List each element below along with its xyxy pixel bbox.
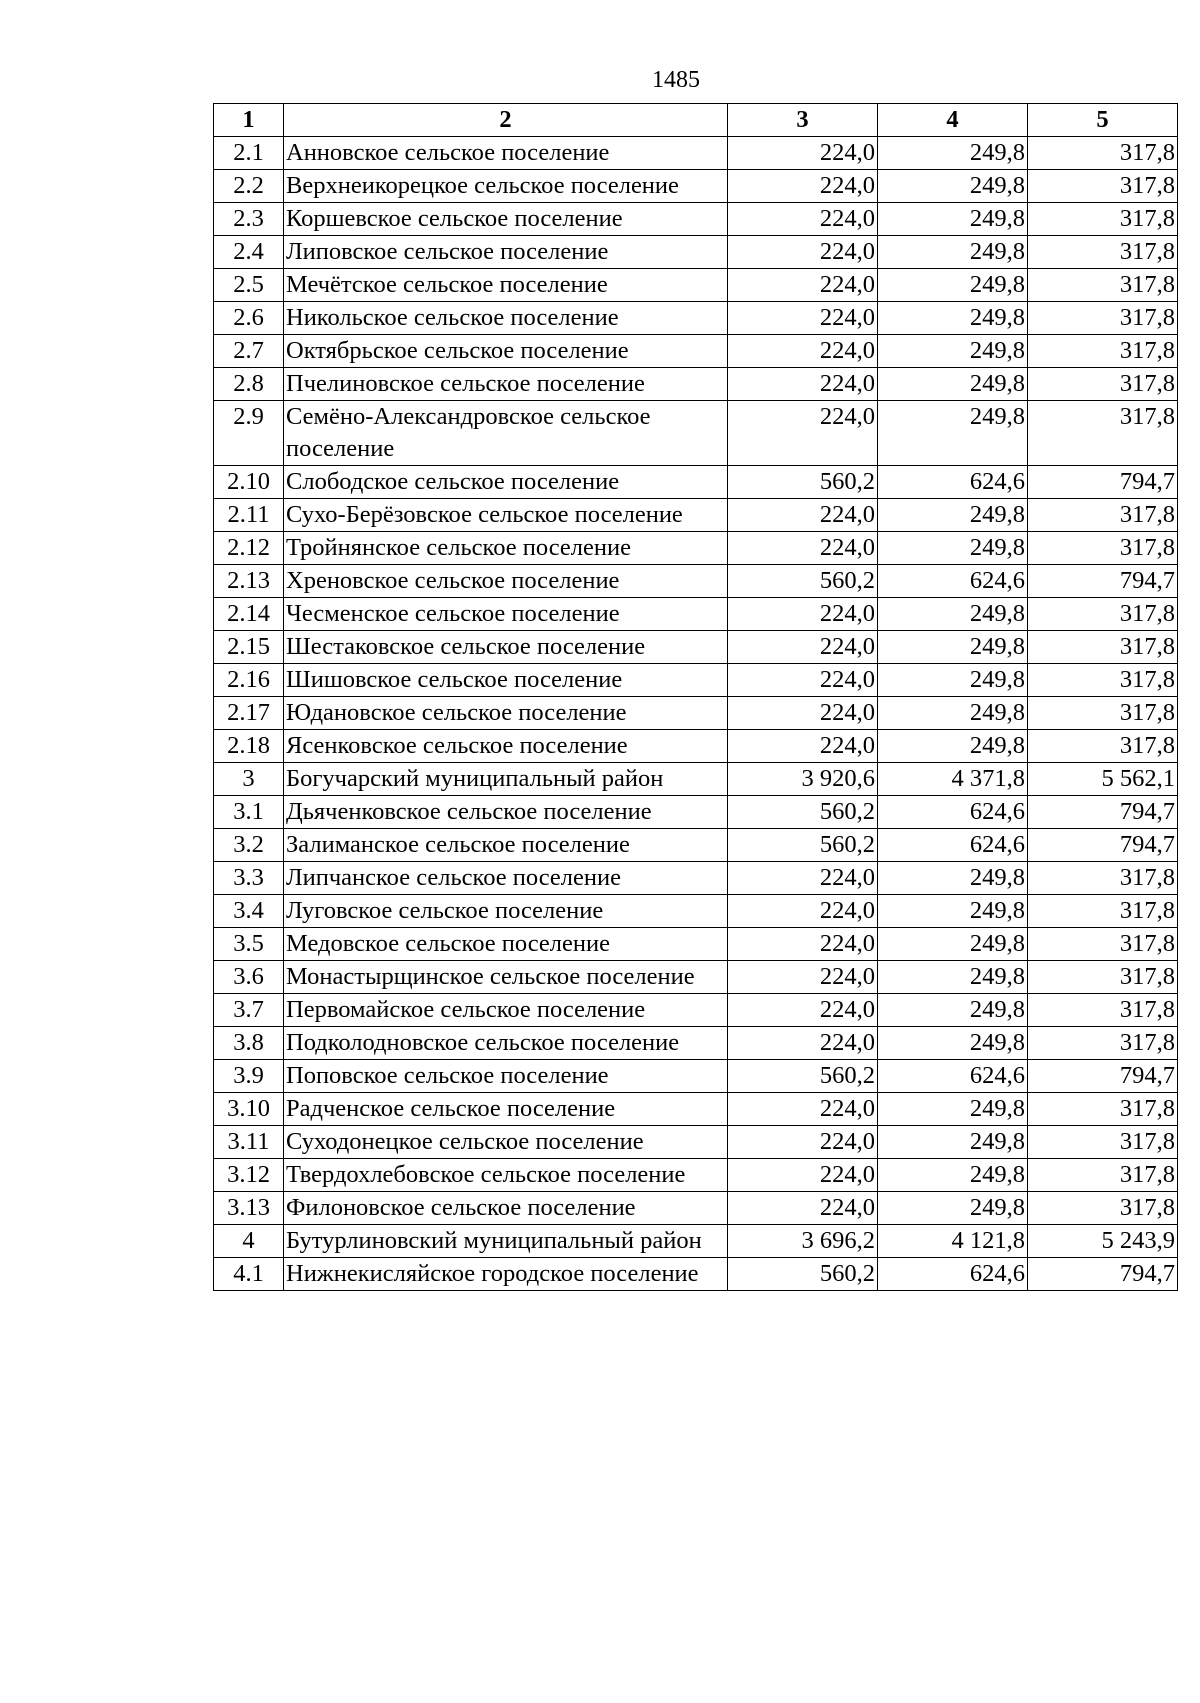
row-value-col5: 317,8 [1028, 1192, 1178, 1225]
table-row [214, 1027, 1178, 1060]
row-value-col5: 317,8 [1028, 401, 1178, 466]
row-value-col4: 249,8 [878, 1192, 1028, 1225]
row-number: 2.13 [214, 565, 284, 598]
row-name: Юдановское сельское поселение [284, 697, 728, 730]
row-number: 3.6 [214, 961, 284, 994]
row-value-col4: 4 371,8 [878, 763, 1028, 796]
row-number: 2.5 [214, 269, 284, 302]
row-name: Пчелиновское сельское поселение [284, 368, 728, 401]
row-value-col3: 560,2 [728, 796, 878, 829]
page-number: 1485 [652, 67, 700, 93]
row-name: Шишовское сельское поселение [284, 664, 728, 697]
row-value-col3: 224,0 [728, 499, 878, 532]
table-row [214, 1093, 1178, 1126]
row-value-col3: 560,2 [728, 1060, 878, 1093]
row-value-col4: 249,8 [878, 928, 1028, 961]
table-row [214, 796, 1178, 829]
row-value-col5: 317,8 [1028, 631, 1178, 664]
row-name: Твердохлебовское сельское поселение [284, 1159, 728, 1192]
row-value-col4: 249,8 [878, 1159, 1028, 1192]
row-value-col4: 249,8 [878, 1027, 1028, 1060]
row-name: Луговское сельское поселение [284, 895, 728, 928]
header-col-3: 3 [728, 104, 878, 137]
row-value-col5: 317,8 [1028, 269, 1178, 302]
row-value-col4: 624,6 [878, 565, 1028, 598]
row-value-col5: 794,7 [1028, 1060, 1178, 1093]
row-value-col3: 224,0 [728, 1027, 878, 1060]
row-value-col3: 224,0 [728, 730, 878, 763]
row-value-col3: 224,0 [728, 1192, 878, 1225]
table-row [214, 466, 1178, 499]
row-name: Коршевское сельское поселение [284, 203, 728, 236]
row-value-col5: 317,8 [1028, 236, 1178, 269]
row-value-col4: 249,8 [878, 730, 1028, 763]
row-value-col4: 4 121,8 [878, 1225, 1028, 1258]
row-value-col3: 224,0 [728, 994, 878, 1027]
row-value-col4: 249,8 [878, 137, 1028, 170]
header-col-4: 4 [878, 104, 1028, 137]
table-row [214, 401, 1178, 466]
row-value-col4: 249,8 [878, 598, 1028, 631]
row-number: 2.9 [214, 401, 284, 466]
row-value-col5: 317,8 [1028, 499, 1178, 532]
row-name: Анновское сельское поселение [284, 137, 728, 170]
table-row [214, 236, 1178, 269]
row-value-col4: 249,8 [878, 269, 1028, 302]
row-value-col3: 560,2 [728, 565, 878, 598]
row-name: Богучарский муниципальный район [284, 763, 728, 796]
table-row [214, 730, 1178, 763]
row-value-col3: 3 920,6 [728, 763, 878, 796]
row-name: Тройнянское сельское поселение [284, 532, 728, 565]
row-value-col3: 224,0 [728, 598, 878, 631]
row-name: Липовское сельское поселение [284, 236, 728, 269]
row-value-col5: 317,8 [1028, 697, 1178, 730]
row-number: 3.8 [214, 1027, 284, 1060]
row-value-col4: 624,6 [878, 1060, 1028, 1093]
row-name: Слободское сельское поселение [284, 466, 728, 499]
row-value-col4: 249,8 [878, 862, 1028, 895]
row-name: Медовское сельское поселение [284, 928, 728, 961]
row-number: 3.2 [214, 829, 284, 862]
row-value-col5: 317,8 [1028, 994, 1178, 1027]
row-number: 3.11 [214, 1126, 284, 1159]
table-row [214, 961, 1178, 994]
row-number: 2.17 [214, 697, 284, 730]
table-row [214, 368, 1178, 401]
row-value-col5: 5 562,1 [1028, 763, 1178, 796]
row-number: 2.10 [214, 466, 284, 499]
row-value-col5: 794,7 [1028, 829, 1178, 862]
row-name: Залиманское сельское поселение [284, 829, 728, 862]
row-value-col4: 249,8 [878, 994, 1028, 1027]
row-value-col4: 249,8 [878, 961, 1028, 994]
table-row [214, 137, 1178, 170]
row-number: 3 [214, 763, 284, 796]
header-col-5: 5 [1028, 104, 1178, 137]
row-name: Поповское сельское поселение [284, 1060, 728, 1093]
row-number: 4.1 [214, 1258, 284, 1291]
row-name: Семёно-Александровское сельское поселение [284, 401, 728, 466]
row-number: 3.9 [214, 1060, 284, 1093]
row-number: 2.6 [214, 302, 284, 335]
row-value-col3: 224,0 [728, 302, 878, 335]
row-value-col4: 249,8 [878, 1126, 1028, 1159]
table-row [214, 499, 1178, 532]
row-value-col3: 224,0 [728, 895, 878, 928]
row-value-col3: 224,0 [728, 532, 878, 565]
table-row [214, 895, 1178, 928]
row-value-col5: 317,8 [1028, 137, 1178, 170]
row-value-col4: 249,8 [878, 170, 1028, 203]
row-number: 3.5 [214, 928, 284, 961]
row-value-col5: 317,8 [1028, 1126, 1178, 1159]
row-number: 2.15 [214, 631, 284, 664]
table-body [214, 137, 1178, 1291]
header-row [214, 104, 1178, 137]
row-value-col4: 249,8 [878, 1093, 1028, 1126]
row-number: 2.14 [214, 598, 284, 631]
row-value-col3: 560,2 [728, 466, 878, 499]
table-row [214, 598, 1178, 631]
row-value-col4: 249,8 [878, 631, 1028, 664]
header-col-2: 2 [284, 104, 728, 137]
row-number: 2.7 [214, 335, 284, 368]
row-name: Сухо-Берёзовское сельское поселение [284, 499, 728, 532]
row-value-col5: 317,8 [1028, 368, 1178, 401]
row-name: Мечётское сельское поселение [284, 269, 728, 302]
table-row [214, 532, 1178, 565]
row-name: Нижнекисляйское городское поселение [284, 1258, 728, 1291]
row-value-col5: 794,7 [1028, 466, 1178, 499]
row-name: Бутурлиновский муниципальный район [284, 1225, 728, 1258]
row-value-col3: 224,0 [728, 961, 878, 994]
row-value-col3: 224,0 [728, 368, 878, 401]
table-row [214, 664, 1178, 697]
table-row [214, 829, 1178, 862]
row-value-col3: 224,0 [728, 236, 878, 269]
row-value-col3: 560,2 [728, 1258, 878, 1291]
row-value-col4: 249,8 [878, 697, 1028, 730]
row-value-col4: 249,8 [878, 895, 1028, 928]
table-row [214, 1258, 1178, 1291]
row-value-col5: 317,8 [1028, 302, 1178, 335]
row-name: Шестаковское сельское поселение [284, 631, 728, 664]
row-value-col3: 224,0 [728, 862, 878, 895]
row-value-col5: 317,8 [1028, 928, 1178, 961]
row-value-col4: 249,8 [878, 335, 1028, 368]
row-number: 3.3 [214, 862, 284, 895]
table-row [214, 565, 1178, 598]
row-number: 3.13 [214, 1192, 284, 1225]
table-row [214, 1060, 1178, 1093]
row-value-col5: 317,8 [1028, 862, 1178, 895]
row-value-col3: 224,0 [728, 335, 878, 368]
row-name: Никольское сельское поселение [284, 302, 728, 335]
row-name: Хреновское сельское поселение [284, 565, 728, 598]
row-value-col5: 317,8 [1028, 895, 1178, 928]
row-value-col4: 249,8 [878, 532, 1028, 565]
row-value-col3: 224,0 [728, 1093, 878, 1126]
row-number: 2.18 [214, 730, 284, 763]
row-name: Первомайское сельское поселение [284, 994, 728, 1027]
row-number: 3.10 [214, 1093, 284, 1126]
row-value-col3: 224,0 [728, 697, 878, 730]
row-value-col3: 3 696,2 [728, 1225, 878, 1258]
row-value-col4: 249,8 [878, 368, 1028, 401]
table-row [214, 994, 1178, 1027]
row-name: Монастырщинское сельское поселение [284, 961, 728, 994]
row-value-col3: 224,0 [728, 1126, 878, 1159]
row-name: Суходонецкое сельское поселение [284, 1126, 728, 1159]
row-name: Филоновское сельское поселение [284, 1192, 728, 1225]
row-value-col3: 224,0 [728, 928, 878, 961]
row-value-col3: 224,0 [728, 401, 878, 466]
header-col-1: 1 [214, 104, 284, 137]
row-name: Подколодновское сельское поселение [284, 1027, 728, 1060]
row-name: Ясенковское сельское поселение [284, 730, 728, 763]
row-value-col5: 317,8 [1028, 1159, 1178, 1192]
table-row [214, 631, 1178, 664]
row-number: 3.1 [214, 796, 284, 829]
row-name: Октябрьское сельское поселение [284, 335, 728, 368]
row-number: 2.1 [214, 137, 284, 170]
row-value-col3: 224,0 [728, 631, 878, 664]
row-value-col5: 317,8 [1028, 335, 1178, 368]
row-value-col5: 5 243,9 [1028, 1225, 1178, 1258]
row-value-col5: 317,8 [1028, 203, 1178, 236]
row-value-col4: 624,6 [878, 796, 1028, 829]
row-value-col4: 249,8 [878, 401, 1028, 466]
row-value-col3: 224,0 [728, 269, 878, 302]
row-name: Верхнеикорецкое сельское поселение [284, 170, 728, 203]
row-value-col5: 317,8 [1028, 598, 1178, 631]
row-number: 2.8 [214, 368, 284, 401]
row-name: Дьяченковское сельское поселение [284, 796, 728, 829]
row-value-col3: 224,0 [728, 664, 878, 697]
row-name: Липчанское сельское поселение [284, 862, 728, 895]
row-number: 2.12 [214, 532, 284, 565]
table-row [214, 1225, 1178, 1258]
row-value-col4: 249,8 [878, 499, 1028, 532]
row-value-col3: 224,0 [728, 137, 878, 170]
data-table [213, 103, 1178, 1291]
row-value-col4: 624,6 [878, 829, 1028, 862]
table-row [214, 170, 1178, 203]
table-row [214, 928, 1178, 961]
row-name: Чесменское сельское поселение [284, 598, 728, 631]
row-value-col3: 224,0 [728, 1159, 878, 1192]
row-value-col5: 317,8 [1028, 664, 1178, 697]
row-value-col5: 794,7 [1028, 1258, 1178, 1291]
row-value-col4: 249,8 [878, 664, 1028, 697]
table-row [214, 763, 1178, 796]
row-value-col5: 794,7 [1028, 796, 1178, 829]
row-name: Радченское сельское поселение [284, 1093, 728, 1126]
row-value-col3: 224,0 [728, 170, 878, 203]
table-row [214, 203, 1178, 236]
row-number: 3.12 [214, 1159, 284, 1192]
row-value-col5: 317,8 [1028, 532, 1178, 565]
row-value-col4: 249,8 [878, 302, 1028, 335]
table-row [214, 1159, 1178, 1192]
row-number: 2.4 [214, 236, 284, 269]
row-number: 2.2 [214, 170, 284, 203]
row-value-col3: 560,2 [728, 829, 878, 862]
table-row [214, 269, 1178, 302]
row-value-col4: 624,6 [878, 1258, 1028, 1291]
table-row [214, 302, 1178, 335]
row-value-col4: 624,6 [878, 466, 1028, 499]
row-value-col5: 317,8 [1028, 730, 1178, 763]
row-number: 2.11 [214, 499, 284, 532]
table-row [214, 862, 1178, 895]
row-value-col4: 249,8 [878, 236, 1028, 269]
table-row [214, 697, 1178, 730]
row-number: 4 [214, 1225, 284, 1258]
row-number: 2.16 [214, 664, 284, 697]
row-value-col5: 317,8 [1028, 1027, 1178, 1060]
row-number: 2.3 [214, 203, 284, 236]
row-number: 3.7 [214, 994, 284, 1027]
row-value-col5: 317,8 [1028, 961, 1178, 994]
row-value-col5: 317,8 [1028, 1093, 1178, 1126]
row-number: 3.4 [214, 895, 284, 928]
table-row [214, 1126, 1178, 1159]
row-value-col5: 794,7 [1028, 565, 1178, 598]
row-value-col4: 249,8 [878, 203, 1028, 236]
table-row [214, 1192, 1178, 1225]
row-value-col3: 224,0 [728, 203, 878, 236]
table-row [214, 335, 1178, 368]
row-value-col5: 317,8 [1028, 170, 1178, 203]
